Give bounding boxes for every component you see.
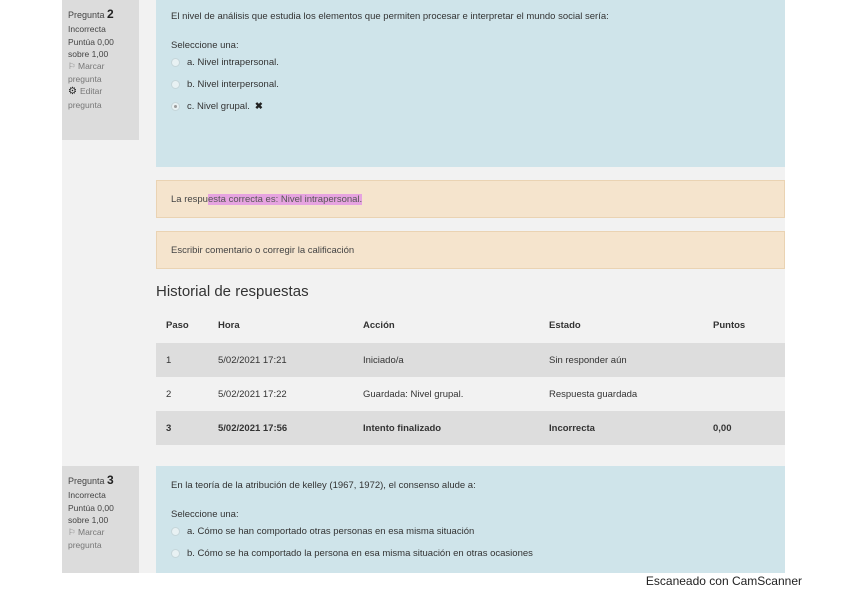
option-b[interactable] bbox=[171, 547, 785, 559]
cell-time: 5/02/2021 17:22 bbox=[218, 388, 287, 400]
radio-option-c[interactable] bbox=[171, 102, 180, 111]
comment-box bbox=[156, 231, 785, 269]
question-2-state: Incorrecta bbox=[68, 24, 106, 35]
history-col-action: Acción bbox=[363, 320, 395, 331]
question-2-number: Pregunta 2 bbox=[68, 7, 114, 21]
history-table bbox=[156, 308, 785, 445]
cell-time: 5/02/2021 17:21 bbox=[218, 354, 287, 366]
cell-action: Intento finalizado bbox=[363, 422, 442, 434]
table-row bbox=[156, 377, 785, 411]
question-3-score: Puntúa 0,00 sobre 1,00 bbox=[68, 502, 114, 526]
feedback-highlight: esta correcta es: Nivel intrapersonal. bbox=[207, 193, 363, 205]
cell-action: Iniciado/a bbox=[363, 354, 404, 366]
flag-question-link[interactable]: ⚐ Marcar pregunta bbox=[68, 61, 105, 84]
question-2-info bbox=[62, 0, 139, 140]
cell-points: 0,00 bbox=[713, 422, 732, 434]
question-2-score: Puntúa 0,00 sobre 1,00 bbox=[68, 36, 114, 60]
table-row bbox=[156, 343, 785, 377]
cell-state: Respuesta guardada bbox=[549, 388, 638, 400]
question-3-prompt: Seleccione una: bbox=[171, 509, 239, 520]
cell-state: Sin responder aún bbox=[549, 354, 627, 366]
radio-option-b[interactable] bbox=[171, 80, 180, 89]
cell-time: 5/02/2021 17:56 bbox=[218, 422, 288, 434]
question-2-prompt: Seleccione una: bbox=[171, 40, 239, 51]
cell-step: 2 bbox=[166, 388, 172, 400]
gear-icon: ⚙ bbox=[68, 85, 77, 97]
radio-option-b[interactable] bbox=[171, 549, 180, 558]
question-3-info bbox=[62, 466, 139, 573]
option-a-label: a. Cómo se han comportado otras personas en esa misma situación bbox=[187, 525, 475, 537]
history-title: Historial de respuestas bbox=[156, 283, 309, 300]
question-2-content bbox=[156, 0, 785, 167]
scanned-page bbox=[62, 0, 785, 573]
history-col-points: Puntos bbox=[713, 320, 746, 331]
edit-question-link[interactable]: ⚙ Editar pregunta bbox=[68, 85, 103, 111]
flag-icon: ⚐ bbox=[68, 61, 76, 72]
question-3-state: Incorrecta bbox=[68, 490, 106, 501]
feedback-prefix: La respu bbox=[171, 193, 208, 205]
comment-link[interactable]: Escribir comentario o corregir la calificación bbox=[171, 244, 355, 256]
radio-option-a[interactable] bbox=[171, 58, 180, 67]
question-3-content bbox=[156, 466, 785, 573]
history-col-step: Paso bbox=[166, 320, 189, 331]
incorrect-icon: ✖ bbox=[254, 100, 263, 112]
option-c-label: c. Nivel grupal. bbox=[187, 100, 250, 112]
history-col-state: Estado bbox=[549, 320, 581, 331]
question-3-text: En la teoría de la atribución de kelley (1967, 1972), el consenso alude a: bbox=[171, 480, 476, 491]
option-b[interactable] bbox=[171, 78, 785, 90]
question-3-number: Pregunta 3 bbox=[68, 473, 114, 487]
cell-step: 1 bbox=[166, 354, 172, 366]
table-row bbox=[156, 411, 785, 445]
option-a-label: a. Nivel intrapersonal. bbox=[187, 56, 279, 68]
option-c[interactable] bbox=[171, 100, 785, 112]
question-2-text: El nivel de análisis que estudia los elementos que permiten procesar e interpretar el mundo social sería: bbox=[171, 11, 609, 22]
option-a[interactable] bbox=[171, 56, 785, 68]
cell-action: Guardada: Nivel grupal. bbox=[363, 388, 464, 400]
cell-step: 3 bbox=[166, 422, 172, 434]
history-header-row bbox=[156, 308, 785, 343]
correct-answer-feedback bbox=[156, 180, 785, 218]
history-col-time: Hora bbox=[218, 320, 240, 331]
option-b-label: b. Nivel interpersonal. bbox=[187, 78, 279, 90]
option-a[interactable] bbox=[171, 525, 785, 537]
option-b-label: b. Cómo se ha comportado la persona en esa misma situación en otras ocasiones bbox=[187, 547, 533, 559]
flag-question-link[interactable]: ⚐ Marcar pregunta bbox=[68, 527, 105, 550]
scanner-watermark: Escaneado con CamScanner bbox=[645, 574, 802, 588]
radio-option-a[interactable] bbox=[171, 527, 180, 536]
flag-icon: ⚐ bbox=[68, 527, 76, 538]
cell-state: Incorrecta bbox=[549, 422, 595, 434]
